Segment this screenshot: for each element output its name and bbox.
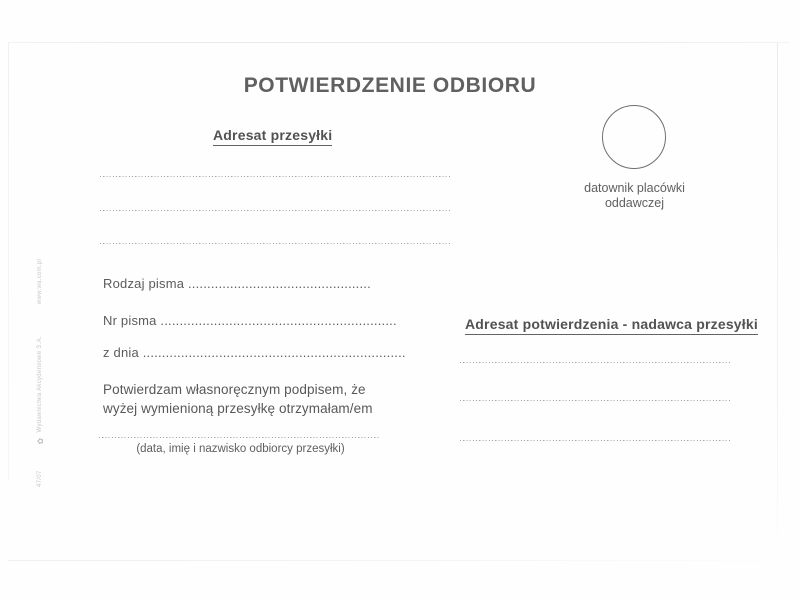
form-title: POTWIERDZENIE ODBIORU xyxy=(243,74,537,97)
addressee-blank-line xyxy=(100,210,450,211)
printer-publisher: Wydawnictwa Akcydensowe S.A. xyxy=(37,336,43,433)
printer-edge-strip xyxy=(34,237,46,487)
paper-right-crease xyxy=(777,42,778,534)
sender-blank-line xyxy=(460,362,732,363)
sender-blank-line xyxy=(460,440,732,441)
printer-form-code: 47/07 xyxy=(37,470,43,487)
printer-url: www.wa.com.pl xyxy=(37,258,43,305)
addressee-blank-line xyxy=(100,176,450,177)
signature-caption: (data, imię i nazwisko odbiorcy przesyłki) xyxy=(136,443,345,455)
sender-blank-line xyxy=(460,400,732,401)
addressee-blank-line xyxy=(100,243,450,244)
field-document-type: Rodzaj pisma ................................................ xyxy=(103,276,371,291)
sender-heading: Adresat potwierdzenia - nadawca przesyłki xyxy=(465,316,758,335)
datestamp-circle xyxy=(602,105,666,169)
paper-top-edge xyxy=(8,42,790,43)
field-document-number: Nr pisma .............................................................. xyxy=(103,313,397,328)
signature-line xyxy=(99,437,379,438)
addressee-heading: Adresat przesyłki xyxy=(213,127,332,146)
paper-bottom-edge xyxy=(8,560,778,561)
confirmation-statement: Potwierdzam własnoręcznym podpisem, że wyżej wymienioną przesyłkę otrzymałam/em xyxy=(103,382,373,416)
paper-left-edge xyxy=(8,42,9,480)
publisher-logo-icon: ✿ xyxy=(35,437,45,445)
datestamp-caption: datownik placówki oddawczej xyxy=(584,181,685,210)
field-document-date: z dnia ..................................................................... xyxy=(103,345,406,360)
